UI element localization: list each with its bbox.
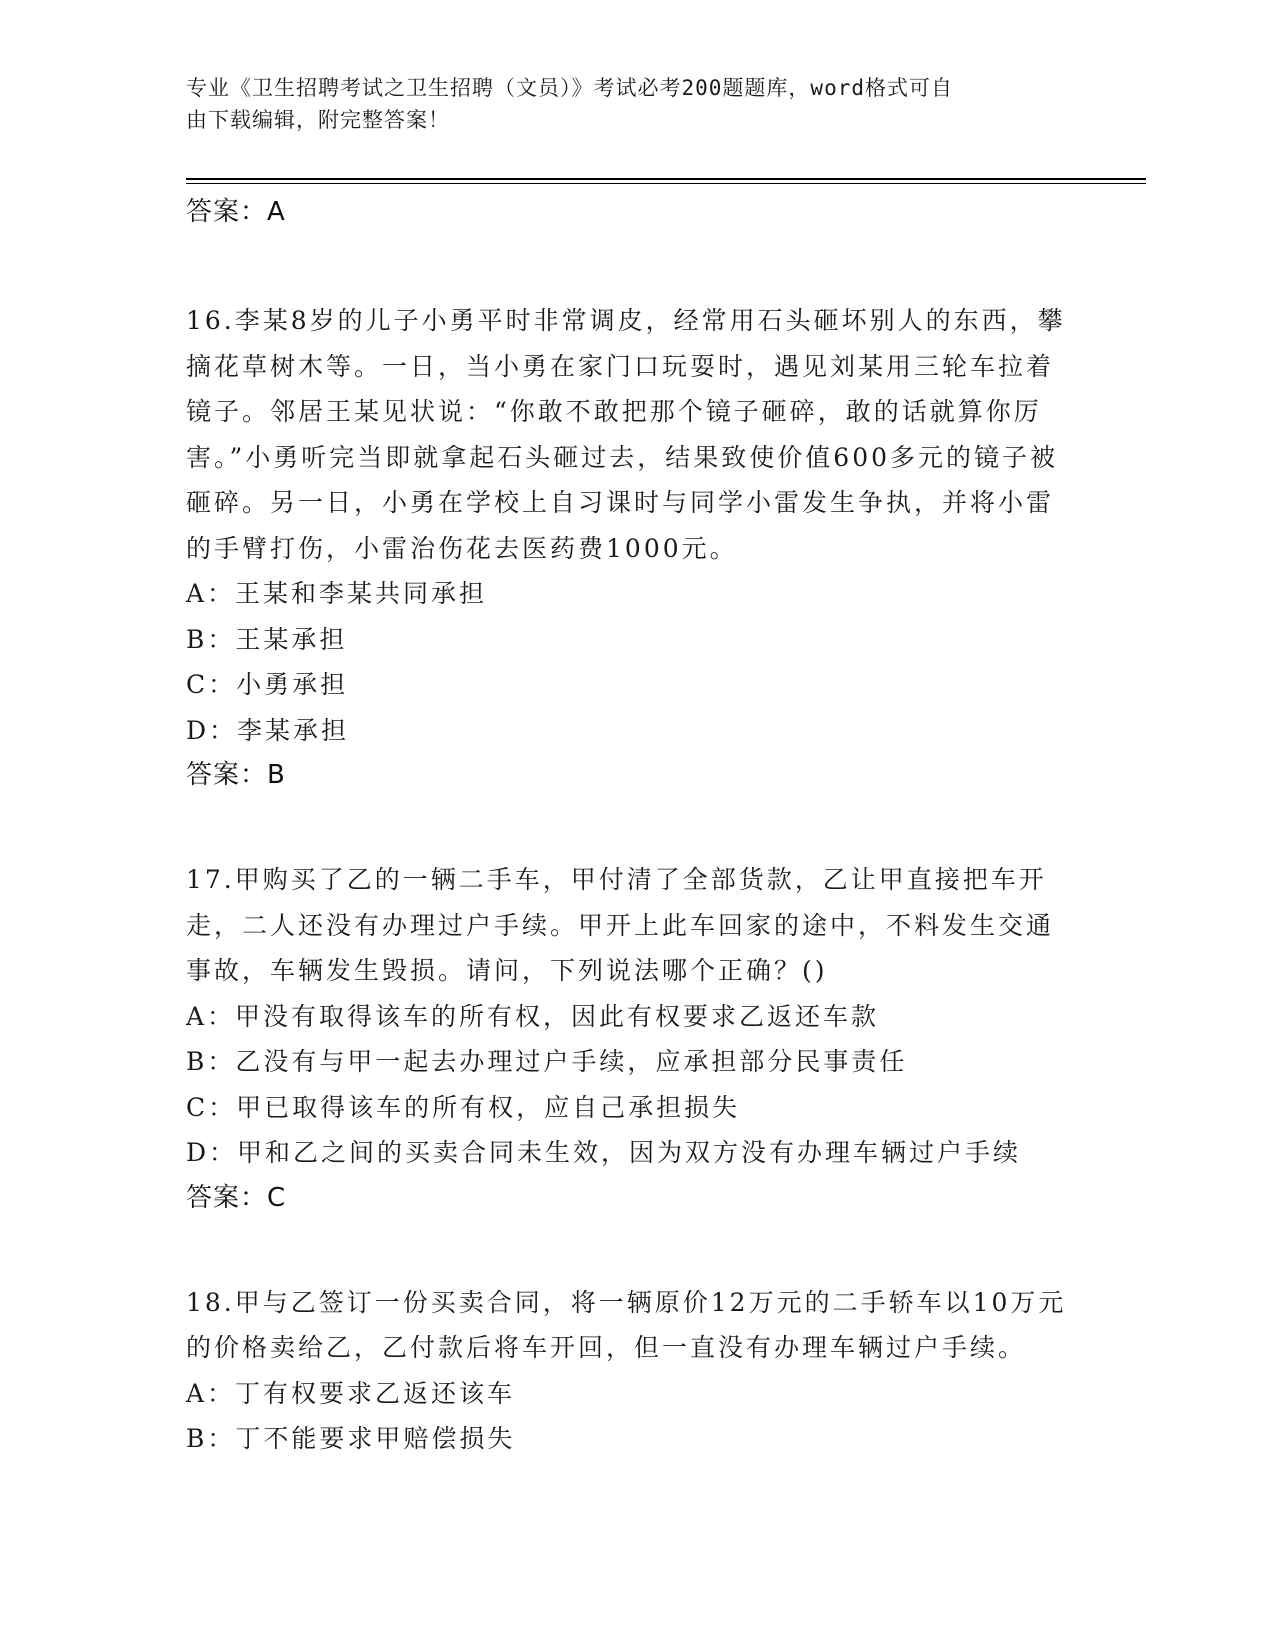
question-18-option-b: B：丁不能要求甲赔偿损失 [186,1424,516,1453]
question-17-option-c: C：甲已取得该车的所有权，应自己承担损失 [186,1092,741,1122]
question-18-text: 18.甲与乙签订一份买卖合同，将一辆原价12万元的二手轿车以10万元的价格卖给乙，乙付款后将车开回，但一直没有办理车辆过户手续。 [186,1287,1067,1362]
question-18-option-a: A：丁有权要求乙返还该车 [186,1378,516,1408]
question-list [186,190,1076,1462]
question-17-answer: 答案：C [186,1182,287,1213]
question-17-option-b: B：乙没有与甲一起去办理过户手续，应承担部分民事责任 [186,1047,908,1076]
question-17-option-d: D：甲和乙之间的买卖合同未生效，因为双方没有办理车辆过户手续 [186,1138,1022,1167]
previous-answer: 答案：A [186,197,286,227]
header-line-1: 专业《卫生招聘考试之卫生招聘（文员）》考试必考200题题库，word格式可自 [186,76,953,100]
question-16-answer: 答案：B [186,760,286,790]
question-17-option-a: A：甲没有取得该车的所有权，因此有权要求乙返还车款 [186,1001,880,1031]
question-block-16 [186,298,1076,797]
header-line-2: 由下载编辑，附完整答案！ [186,108,450,132]
question-block-18 [186,1280,1076,1462]
question-16-option-c: C：小勇承担 [186,670,349,699]
document-header [186,72,1066,136]
header-divider-thick [186,178,1146,180]
question-16-option-b: B：王某承担 [186,624,348,654]
question-16-option-a: A：王某和李某共同承担 [186,579,488,608]
question-17-text: 17.甲购买了乙的一辆二手车，甲付清了全部货款，乙让甲直接把车开走，二人还没有办理过户手续。甲开上此车回家的途中，不料发生交通事故，车辆发生毁损。请问，下列说法哪个正确？() [186,865,1055,985]
question-block-17 [186,857,1076,1220]
question-16-text: 16.李某8岁的儿子小勇平时非常调皮，经常用石头砸坏别人的东西，攀摘花草树木等。一日，当小勇在家门口玩耍时，遇见刘某用三轮车拉着镜子。邻居王某见状说：“你敢不敢把那个镜子砸碎，敢的话就算你厉害。”小勇听完当即就拿起石头砸过去，结果致使价值600多元的镜子被砸碎。另一日，小勇在学校上自习课时与同学小雷发生争执，并将小雷的手臂打伤，小雷治伤花去医药费1000元。 [186,306,1066,563]
header-divider-thin [186,183,1146,184]
question-16-option-d: D：李某承担 [186,715,350,745]
